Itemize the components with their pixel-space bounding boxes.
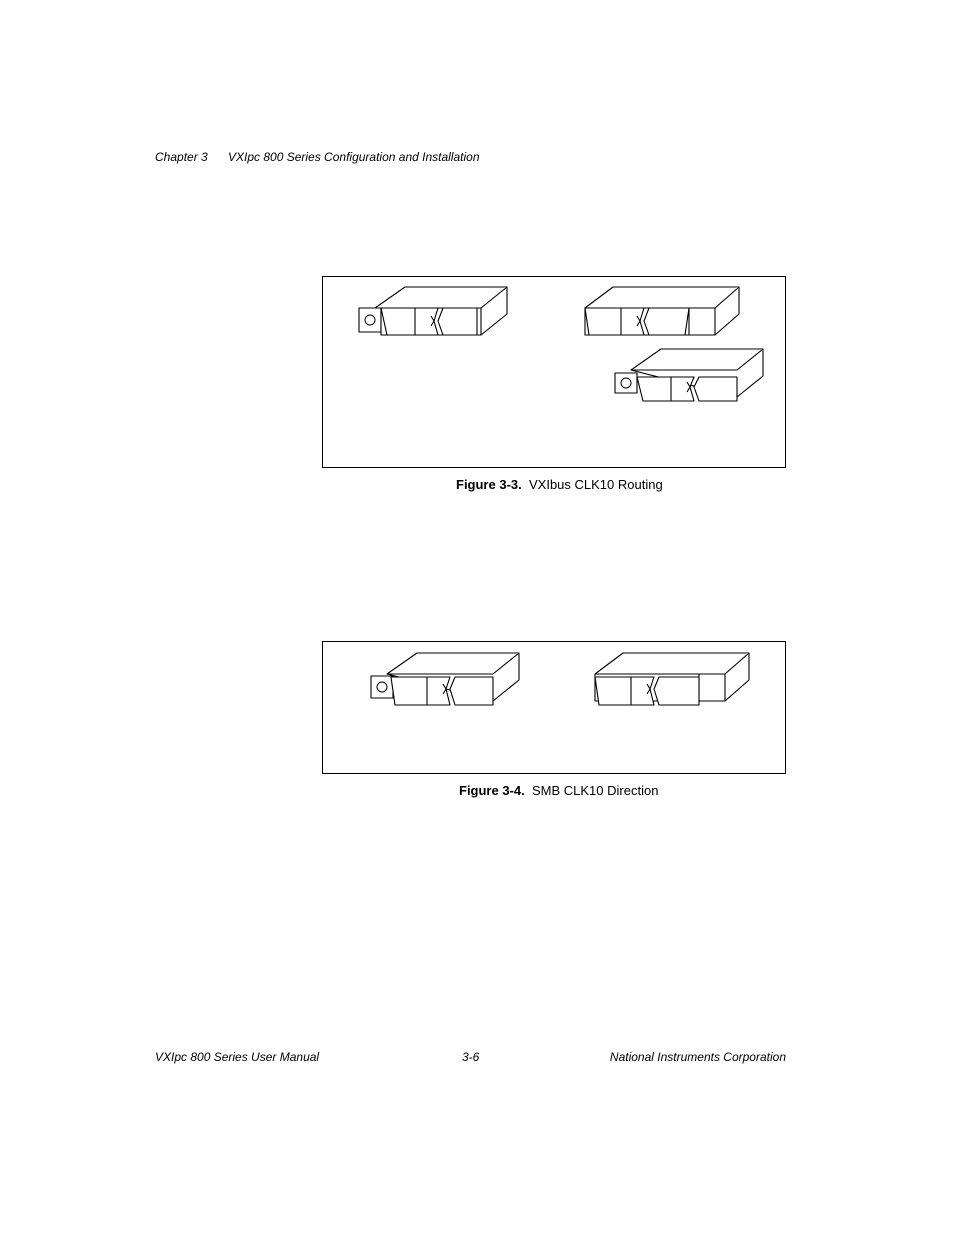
- figure-3-4-title: SMB CLK10 Direction: [531, 783, 659, 798]
- jumper-right-pin-icon: [585, 287, 739, 335]
- header-chapter: Chapter 3: [155, 150, 208, 164]
- header-title: VXIpc 800 Series Configuration and Installation: [228, 150, 480, 164]
- figure-3-4-frame: [322, 641, 786, 774]
- figure-3-3-frame: [322, 276, 786, 468]
- figure-3-3-title: VXIbus CLK10 Routing: [528, 477, 663, 492]
- footer-company: National Instruments Corporation: [609, 1050, 786, 1064]
- footer-manual: VXIpc 800 Series User Manual: [155, 1050, 320, 1064]
- figure-3-4-caption: [459, 783, 658, 798]
- footer-page-number: 3-6: [462, 1050, 480, 1064]
- figure-3-3-number: Figure 3-3.: [456, 477, 522, 492]
- smb-jumper-right-pin-icon: [595, 653, 749, 705]
- figure-3-4-number: Figure 3-4.: [459, 783, 525, 798]
- figure-3-3-caption: [456, 477, 663, 492]
- jumper-lower-left-pin-icon: [615, 349, 763, 401]
- smb-jumper-left-pin-icon: [371, 653, 519, 705]
- jumper-left-pin-icon: [359, 287, 507, 335]
